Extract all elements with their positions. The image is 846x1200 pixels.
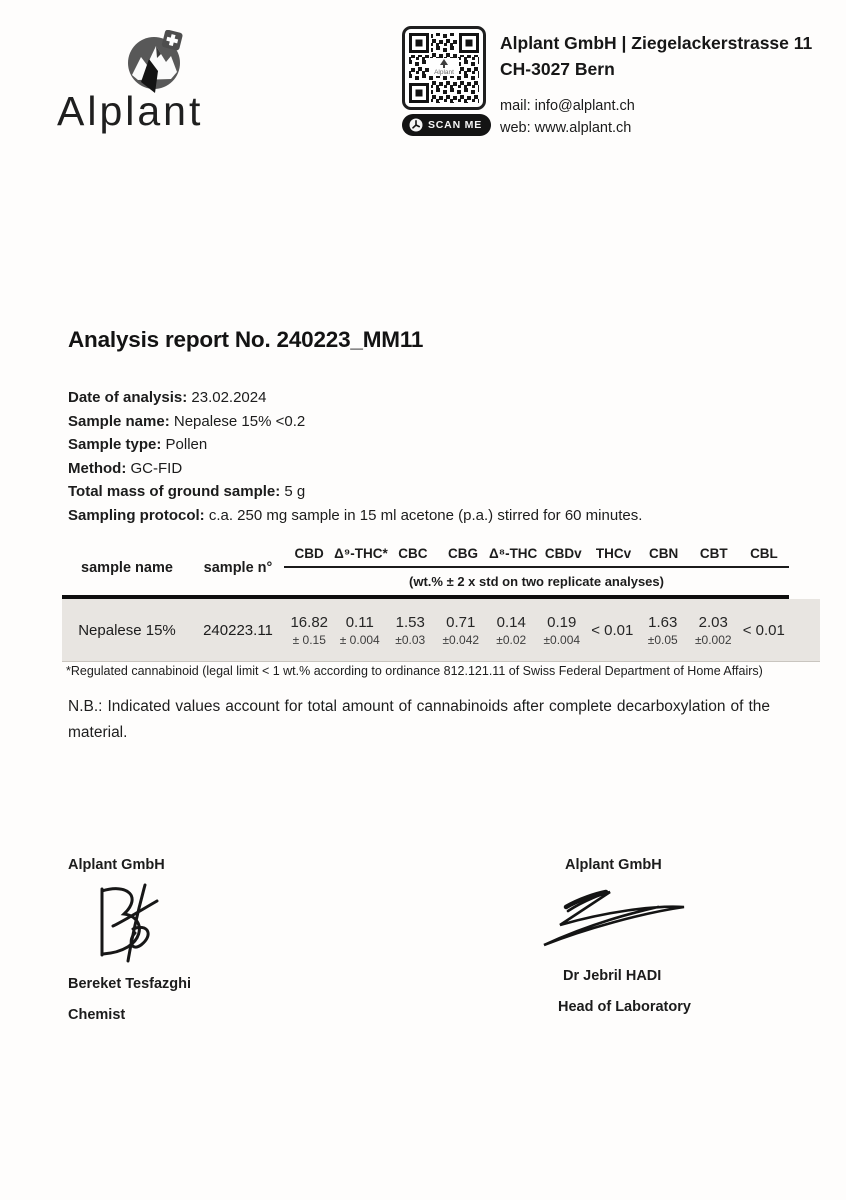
detail-total-mass: Total mass of ground sample: 5 g <box>68 483 306 501</box>
signature-right-name: Dr Jebril HADI <box>563 968 662 984</box>
scan-me-badge <box>402 114 491 136</box>
header-d9thc: Δ⁹-THC* <box>334 546 388 561</box>
company-mail: mail: info@alplant.ch <box>500 98 635 114</box>
header-cbl: CBL <box>750 546 778 561</box>
company-address-line2: CH-3027 Bern <box>500 59 615 79</box>
report-title: Analysis report No. 240223_MM11 <box>68 327 424 352</box>
unit-note: (wt.% ± 2 x std on two replicate analyses) <box>409 574 664 589</box>
signature-right-company: Alplant GmbH <box>565 857 662 873</box>
head-of-laboratory-signature <box>530 883 798 960</box>
detail-sample-name: Sample name: Nepalese 15% <0.2 <box>68 412 306 430</box>
cell-cbg: 0.71 ±0.042 <box>442 613 480 647</box>
row-filler <box>789 599 820 661</box>
header-cbd: CBD <box>294 546 324 561</box>
signature-block-head-of-lab <box>558 857 798 1015</box>
detail-method: Method: GC-FID <box>68 459 183 477</box>
analyte-labels-row <box>284 541 789 568</box>
cell-sample-name: Nepalese 15% <box>78 621 176 639</box>
svg-text:Alplant: Alplant <box>434 69 454 76</box>
signature-right-role: Head of Laboratory <box>558 999 691 1015</box>
nb-note: N.B.: Indicated values account for total amount of cannabinoids after complete decarboxylation of the material. <box>68 698 770 741</box>
scan-me-label: SCAN ME <box>428 119 483 131</box>
company-contact-block <box>500 95 812 139</box>
cell-cbd: 16.82 ± 0.15 <box>290 613 329 647</box>
header-cbdv: CBDv <box>544 546 582 561</box>
cell-cbc: 1.53 ±0.03 <box>395 613 426 647</box>
header-cbc: CBC <box>398 546 428 561</box>
cell-d8thc: 0.14 ±0.02 <box>496 613 527 647</box>
regulated-cannabinoid-footnote: *Regulated cannabinoid (legal limit < 1 wt.% according to ordinance 812.121.11 of Swiss Federal Department of Home Affairs) <box>66 664 763 678</box>
signature-block-chemist <box>68 857 308 1023</box>
header-d8thc: Δ⁸-THC <box>488 546 538 561</box>
cell-cbt: 2.03 ±0.002 <box>694 613 732 647</box>
cell-sample-number: 240223.11 <box>203 621 273 639</box>
company-logo <box>55 24 275 144</box>
signature-left-company: Alplant GmbH <box>68 857 165 873</box>
result-values-group <box>284 599 789 661</box>
qr-code <box>402 26 486 110</box>
header-sample-number: sample n° <box>203 560 273 576</box>
header-cbn: CBN <box>649 546 679 561</box>
results-table <box>62 541 789 662</box>
header-thcv: THCv <box>595 546 632 561</box>
scan-clock-icon <box>409 118 423 132</box>
signature-left-name: Bereket Tesfazghi <box>68 976 192 992</box>
signature-left-role: Chemist <box>68 1007 126 1023</box>
company-address-line1: Alplant GmbH | Ziegelackerstrasse 11 <box>500 33 813 53</box>
result-row <box>62 599 820 662</box>
logo-wordmark: Alplant <box>57 88 204 134</box>
cell-cbdv: 0.19 ±0.004 <box>543 613 581 647</box>
report-details <box>68 386 642 528</box>
results-table-header <box>62 541 789 599</box>
cell-d9thc: 0.11 ± 0.004 <box>339 613 380 647</box>
cell-thcv: < 0.01 <box>591 621 634 639</box>
detail-sample-type: Sample type: Pollen <box>68 436 208 454</box>
header-sample-name: sample name <box>81 560 173 576</box>
header-cbg: CBG <box>448 546 478 561</box>
cell-cbl: < 0.01 <box>742 621 785 639</box>
header-cbt: CBT <box>699 546 728 561</box>
qr-block <box>402 26 492 136</box>
detail-date: Date of analysis: 23.02.2024 <box>68 389 267 406</box>
company-address-block <box>500 30 812 139</box>
chemist-signature <box>88 881 308 968</box>
analyte-header-group <box>284 541 789 595</box>
company-web: web: www.alplant.ch <box>500 120 632 136</box>
detail-sampling-protocol: Sampling protocol: c.a. 250 mg sample in 15 ml acetone (p.a.) stirred for 60 minutes. <box>68 506 643 524</box>
cell-cbn: 1.63 ±0.05 <box>647 613 678 647</box>
